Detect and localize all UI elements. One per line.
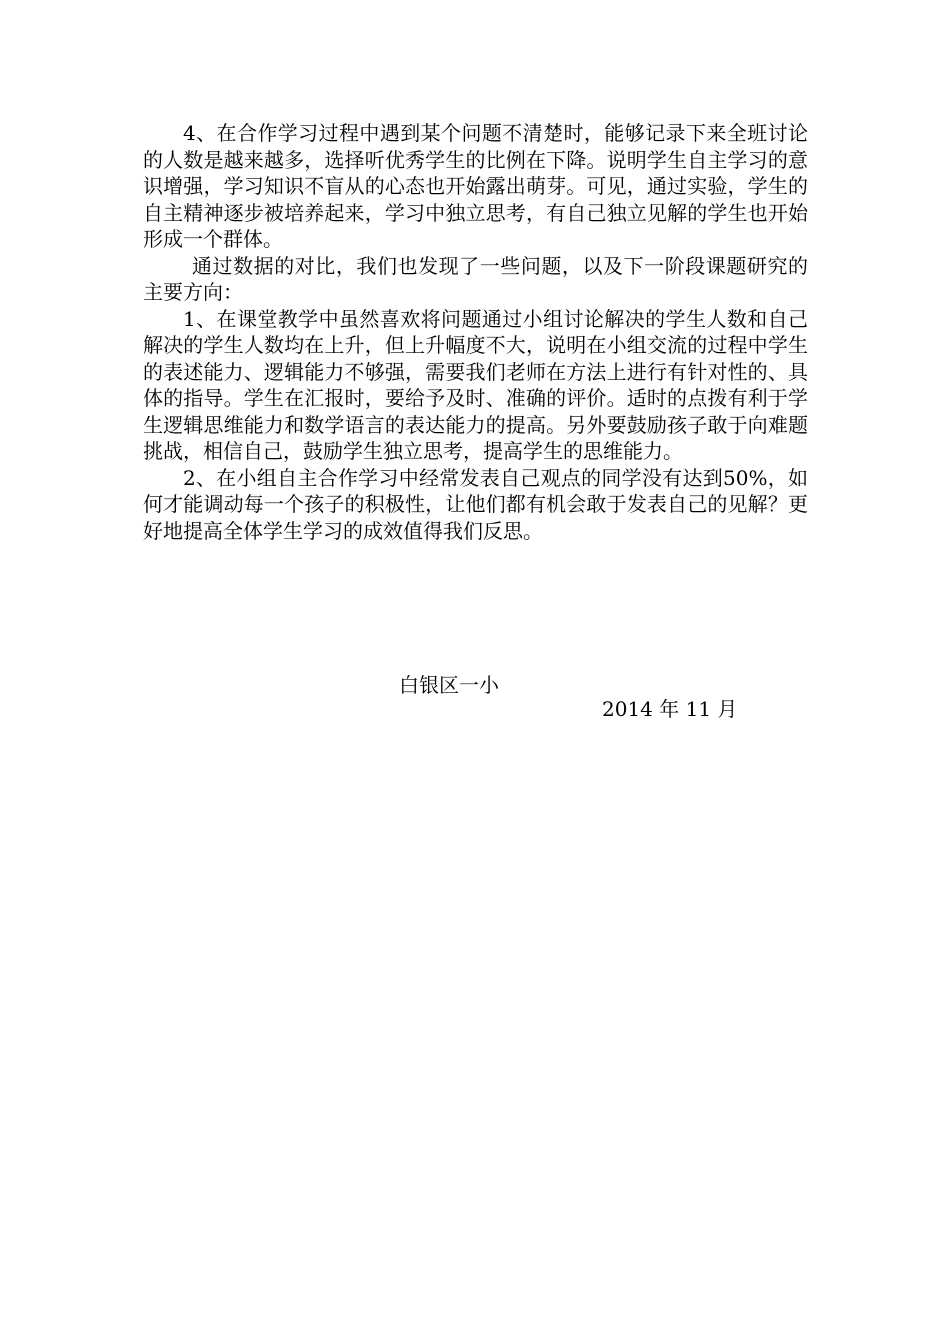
document-body xyxy=(143,120,808,544)
paragraph-problems-intro: 通过数据的对比，我们也发现了一些问题，以及下一阶段课题研究的主要方向： xyxy=(143,253,808,304)
signature-school: 白银区一小 xyxy=(399,673,499,697)
paragraph-findings-4: 4、在合作学习过程中遇到某个问题不清楚时，能够记录下来全班讨论的人数是越来越多，选择听优秀学生的比例在下降。说明学生自主学习的意识增强，学习知识不盲从的心态也开始露出萌芽。可见，通过实验，学生的自主精神逐步被培养起来，学习中独立思考，有自己独立见解的学生也开始形成一个群体。 xyxy=(143,121,808,251)
signature-date: 2014 年 11 月 xyxy=(602,697,738,721)
paragraph-problem-1: 1、在课堂教学中虽然喜欢将问题通过小组讨论解决的学生人数和自己解决的学生人数均在上升，但上升幅度不大，说明在小组交流的过程中学生的表述能力、逻辑能力不够强，需要我们老师在方法上进行有针对性的、具体的指导。学生在汇报时，要给予及时、准确的评价。适时的点拨有利于学生逻辑思维能力和数学语言的表达能力的提高。另外要鼓励孩子敢于向难题挑战，相信自己，鼓励学生独立思考，提高学生的思维能力。 xyxy=(143,306,808,463)
paragraph-problem-2: 2、在小组自主合作学习中经常发表自己观点的同学没有达到50%，如何才能调动每一个孩子的积极性，让他们都有机会敢于发表自己的见解？更好地提高全体学生学习的成效值得我们反思。 xyxy=(143,465,808,543)
